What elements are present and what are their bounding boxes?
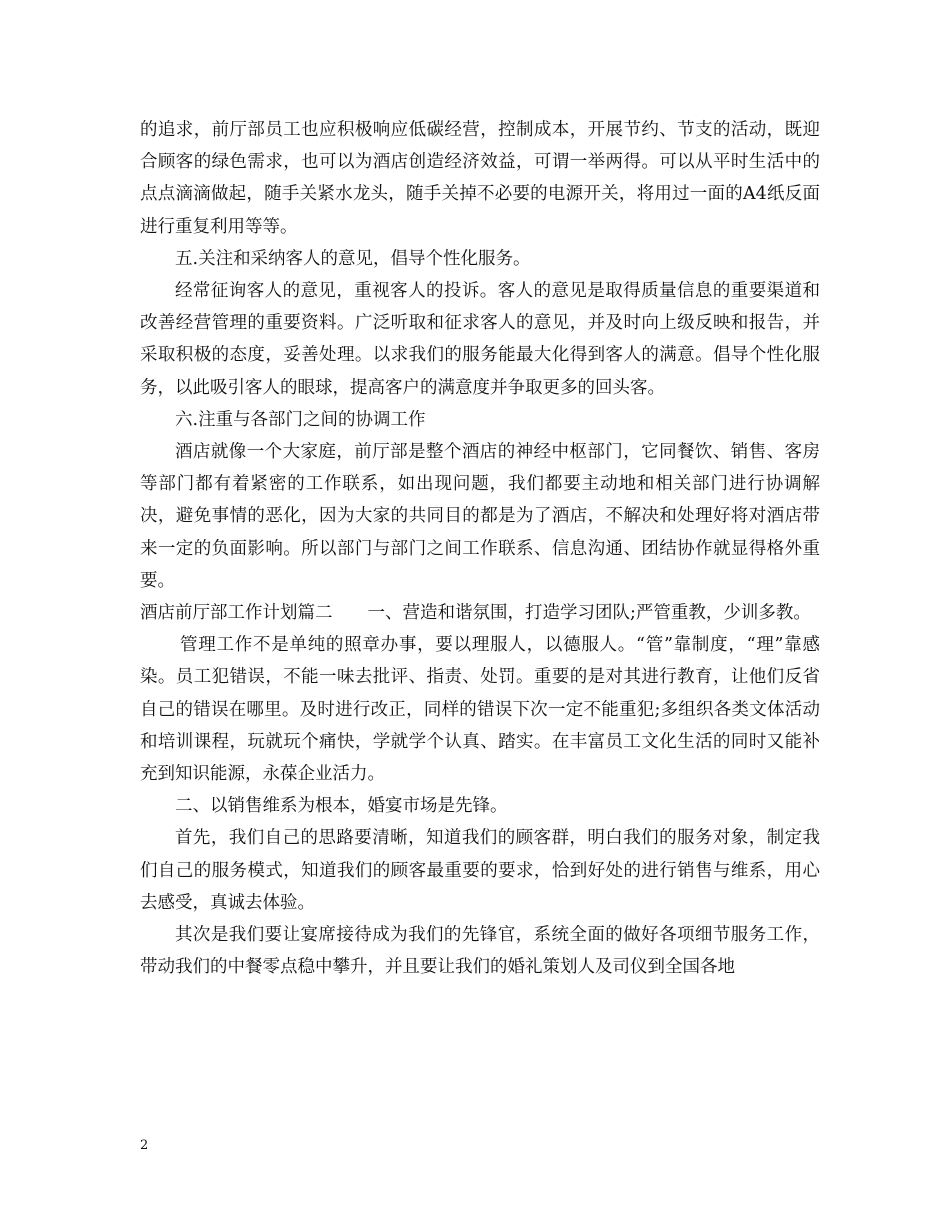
paragraph-department-coordination: 酒店就像一个大家庭，前厅部是整个酒店的神经中枢部门，它同餐饮、销售、客房等部门都有着紧密的工作联系，如出现问题，我们都要主动地和相关部门进行协调解决，避免事情的恶化，因为大家的共同目的都是为了酒店，不解决和处理好将对酒店带来一定的负面影响。所以部门与部门之间工作联系、信息沟通、团结协作就显得格外重要。 bbox=[140, 442, 820, 591]
paragraph-management: 管理工作不是单纯的照章办事，要以理服人，以德服人。“管”靠制度，“理”靠感染。员工犯错误，不能一味去批评、指责、处罚。重要的是对其进行教育，让他们反省自己的错误在哪里。及时进行改正，同样的错误下次一定不能重犯;多组织各类文体活动和培训课程，玩就玩个痛快，学就学个认真、踏实。在丰富员工文化生活的同时又能补充到知识能源，永葆企业活力。 bbox=[140, 635, 820, 785]
page-number: 2 bbox=[140, 1138, 149, 1153]
document-body bbox=[140, 114, 820, 983]
paragraph-low-carbon: 的追求，前厅部员工也应积极响应低碳经营，控制成本，开展节约、节支的活动，既迎合顾客的绿色需求，也可以为酒店创造经济效益，可谓一举两得。可以从平时生活中的点点滴滴做起，随手关紧水龙头，随手关掉不必要的电源开关，将用过一面的A4纸反面进行重复利用等等。 bbox=[140, 120, 820, 237]
paragraph-guest-opinions: 经常征询客人的意见，重视客人的投诉。客人的意见是取得质量信息的重要渠道和改善经营管理的重要资料。广泛听取和征求客人的意见，并及时向上级反映和报告，并采取积极的态度，妥善处理。以求我们的服务能最大化得到客人的满意。倡导个性化服务，以此吸引客人的眼球，提高客户的满意度并争取更多的回头客。 bbox=[140, 281, 820, 398]
paragraph-firstly: 首先，我们自己的思路要清晰，知道我们的顾客群，明白我们的服务对象，制定我们自己的服务模式，知道我们的顾客最重要的要求，恰到好处的进行销售与维系，用心去感受，真诚去体验。 bbox=[140, 828, 820, 913]
heading-section-five: 五.关注和采纳客人的意见，倡导个性化服务。 bbox=[175, 248, 531, 269]
heading-section-six: 六.注重与各部门之间的协调工作 bbox=[175, 409, 426, 430]
paragraph-secondly: 其次是我们要让宴席接待成为我们的先锋官，系统全面的做好各项细节服务工作，带动我们的中餐零点稳中攀升，并且要让我们的婚礼策划人及司仪到全国各地 bbox=[140, 925, 820, 978]
heading-sales-section: 二、以销售维系为根本，婚宴市场是先锋。 bbox=[175, 796, 508, 817]
heading-plan-two: 酒店前厅部工作计划篇二 一、营造和谐氛围，打造学习团队;严管重教，少训多教。 bbox=[140, 603, 811, 624]
